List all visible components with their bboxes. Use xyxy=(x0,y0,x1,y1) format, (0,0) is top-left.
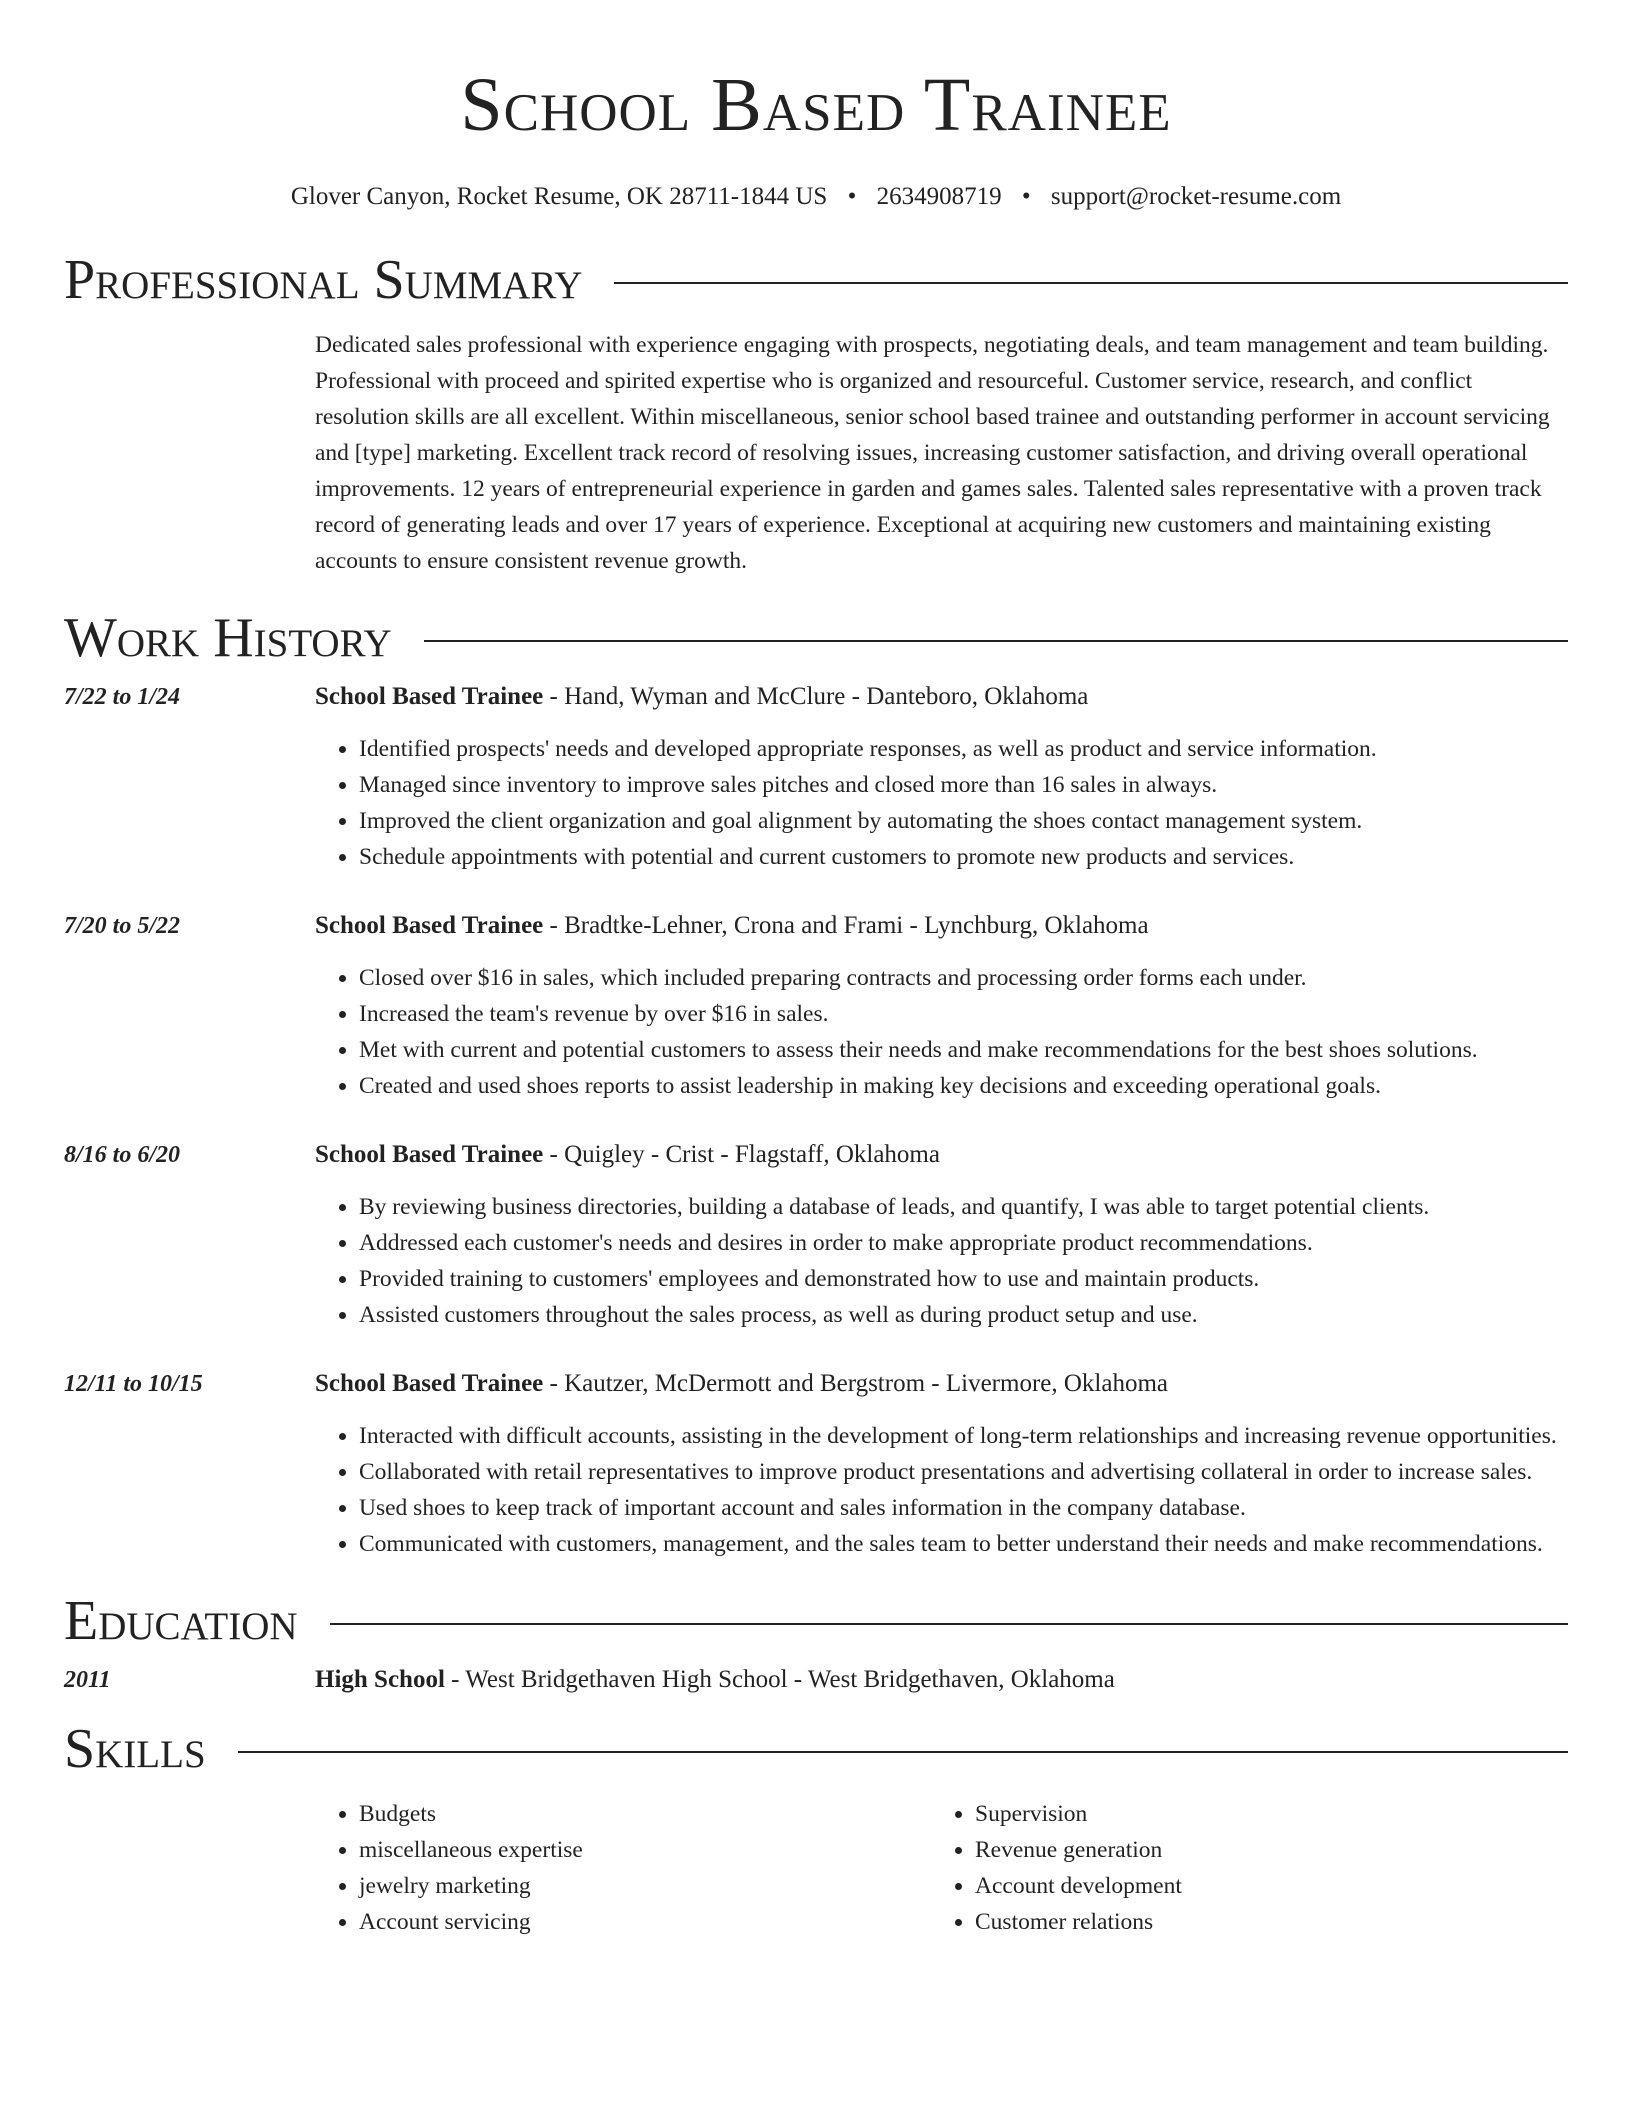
skill-item: • jewelry marketing xyxy=(359,1868,931,1904)
job-bullet: • Used shoes to keep track of important account and sales information in the company database. xyxy=(359,1490,1568,1526)
job-dates: 8/16 to 6/20 xyxy=(64,1142,181,1168)
job-bullet: • Schedule appointments with potential and current customers to promote new products and services. xyxy=(359,839,1568,875)
job-entry xyxy=(64,679,1568,875)
job-details: - Hand, Wyman and McClure - Danteboro, Oklahoma xyxy=(543,683,1089,710)
job-role: School Based Trainee xyxy=(315,683,544,710)
job-bullet: • Communicated with customers, management, and the sales team to better understand their needs and make recommendations. xyxy=(359,1526,1568,1562)
education-degree: High School xyxy=(315,1666,445,1693)
job-bullet: • Improved the client organization and goal alignment by automating the shoes contact management system. xyxy=(359,803,1568,839)
job-title-line xyxy=(315,1137,1568,1173)
job-entry xyxy=(64,1137,1568,1333)
work-history-section xyxy=(64,607,1568,1562)
skills-header xyxy=(64,1718,1568,1780)
skill-item: • miscellaneous expertise xyxy=(359,1832,931,1868)
skill-item: • Supervision xyxy=(975,1796,1547,1832)
education-body xyxy=(315,1662,1568,1698)
job-bullet: • Increased the team's revenue by over $16 in sales. xyxy=(359,996,1568,1032)
job-details: - Kautzer, McDermott and Bergstrom - Livermore, Oklahoma xyxy=(543,1370,1168,1397)
contact-email: support@rocket-resume.com xyxy=(1050,183,1342,210)
contact-address: Glover Canyon, Rocket Resume, OK 28711-1844 US xyxy=(290,183,828,210)
skills-section xyxy=(64,1718,1568,1940)
skills-title: Skills xyxy=(64,1718,206,1780)
job-role: School Based Trainee xyxy=(315,1141,544,1168)
education-title: Education xyxy=(64,1590,298,1652)
skills-column-left xyxy=(315,1796,931,1940)
job-bullet: • Closed over $16 in sales, which included preparing contracts and processing order forms each under. xyxy=(359,960,1568,996)
job-bullet: • Created and used shoes reports to assist leadership in making key decisions and exceeding operational goals. xyxy=(359,1068,1568,1104)
education-entry xyxy=(64,1662,1568,1698)
contact-line xyxy=(0,182,1632,212)
education-year: 2011 xyxy=(64,1667,111,1693)
skills-list-left xyxy=(315,1796,931,1940)
job-title-line xyxy=(315,679,1568,715)
job-bullet: • By reviewing business directories, building a database of leads, and quantify, I was able to target potential clients. xyxy=(359,1189,1568,1225)
contact-phone: 2634908719 xyxy=(876,183,1002,210)
job-dates: 7/20 to 5/22 xyxy=(64,913,181,939)
skill-item: • Account servicing xyxy=(359,1904,931,1940)
section-divider xyxy=(424,640,1568,642)
skills-grid xyxy=(315,1796,1568,1940)
job-bullet: • Managed since inventory to improve sales pitches and closed more than 16 sales in always. xyxy=(359,767,1568,803)
job-title-line xyxy=(315,1366,1568,1402)
skills-list-right xyxy=(931,1796,1547,1940)
summary-text: Dedicated sales professional with experience engaging with prospects, negotiating deals, and team management and team building. Professional with proceed and spirited expertise who is organized and resourceful. Customer service, research, and conflict resolution skills are all excellent. Within miscellaneous, senior school based trainee and outstanding performer in account servicing and [type] marketing. Excellent track record of resolving issues, increasing customer satisfaction, and driving overall operational improvements. 12 years of entrepreneurial experience in garden and games sales. Talented sales representative with a proven track record of generating leads and over 17 years of experience. Exceptional at acquiring new customers and maintaining existing accounts to ensure consistent revenue growth. xyxy=(315,332,1550,574)
job-bullets xyxy=(315,1189,1568,1333)
job-role: School Based Trainee xyxy=(315,912,544,939)
summary-header xyxy=(64,249,1568,311)
contact-separator: • xyxy=(847,183,857,210)
skills-column-right xyxy=(931,1796,1547,1940)
job-bullets xyxy=(315,1418,1568,1562)
education-section xyxy=(64,1590,1568,1698)
job-bullets xyxy=(315,731,1568,875)
candidate-name: School Based Trainee xyxy=(460,63,1172,147)
work-history-title: Work History xyxy=(64,607,392,669)
job-title-line xyxy=(315,908,1568,944)
job-bullet: • Assisted customers throughout the sales process, as well as during product setup and use. xyxy=(359,1297,1568,1333)
section-divider xyxy=(614,282,1568,284)
job-entry xyxy=(64,1366,1568,1562)
work-history-header xyxy=(64,607,1568,669)
job-role: School Based Trainee xyxy=(315,1370,544,1397)
job-details: - Bradtke-Lehner, Crona and Frami - Lynchburg, Oklahoma xyxy=(543,912,1149,939)
job-bullet: • Collaborated with retail representatives to improve product presentations and advertising collateral in order to increase sales. xyxy=(359,1454,1568,1490)
section-divider xyxy=(238,1751,1568,1753)
job-bullet: • Met with current and potential customers to assess their needs and make recommendations for the best shoes solutions. xyxy=(359,1032,1568,1068)
summary-section xyxy=(64,249,1568,579)
education-details: - West Bridgethaven High School - West Bridgethaven, Oklahoma xyxy=(444,1666,1115,1693)
job-bullet: • Provided training to customers' employees and demonstrated how to use and maintain products. xyxy=(359,1261,1568,1297)
job-entry xyxy=(64,908,1568,1104)
job-dates: 12/11 to 10/15 xyxy=(64,1371,203,1397)
contact-separator: • xyxy=(1021,183,1031,210)
skill-item: • Customer relations xyxy=(975,1904,1547,1940)
skill-item: • Account development xyxy=(975,1868,1547,1904)
summary-title: Professional Summary xyxy=(64,249,583,311)
education-line xyxy=(315,1662,1568,1698)
job-body xyxy=(315,1137,1568,1333)
job-bullets xyxy=(315,960,1568,1104)
job-details: - Quigley - Crist - Flagstaff, Oklahoma xyxy=(543,1141,940,1168)
job-bullet: • Identified prospects' needs and developed appropriate responses, as well as product and service information. xyxy=(359,731,1568,767)
job-body xyxy=(315,1366,1568,1562)
section-divider xyxy=(330,1623,1568,1625)
skill-item: • Budgets xyxy=(359,1796,931,1832)
job-body xyxy=(315,679,1568,875)
education-header xyxy=(64,1590,1568,1652)
job-body xyxy=(315,908,1568,1104)
job-bullet: • Interacted with difficult accounts, assisting in the development of long-term relationships and increasing revenue opportunities. xyxy=(359,1418,1568,1454)
job-dates: 7/22 to 1/24 xyxy=(64,684,181,710)
job-bullet: • Addressed each customer's needs and desires in order to make appropriate product recommendations. xyxy=(359,1225,1568,1261)
skill-item: • Revenue generation xyxy=(975,1832,1547,1868)
